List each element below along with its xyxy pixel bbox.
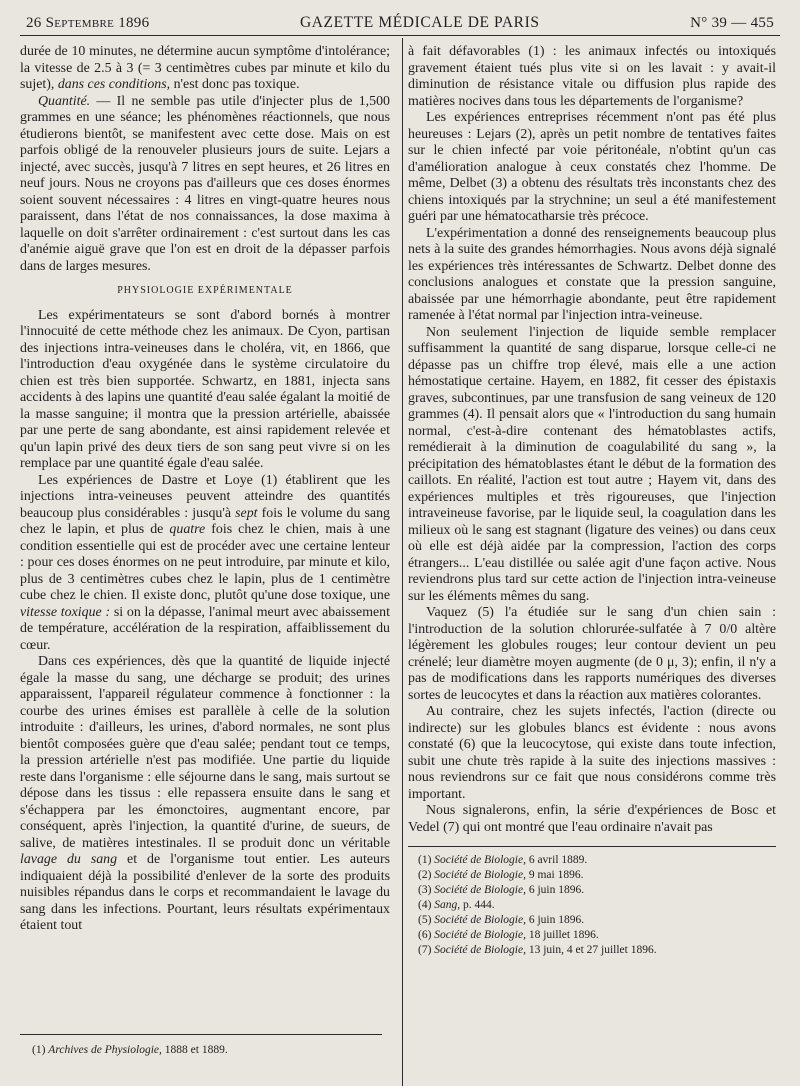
paragraph: Vaquez (5) l'a étudiée sur le sang d'un chien sain : l'introduction de la solution chlorurée-sulfatée à 7 0/0 altère légèrement les globules rouges; leur contour devient un peu crénelé; leur diamètre moyen augmente (de 0 μ, 3); enfin, il n'y a pas de modifications dans les rapports numériques des diverses sortes de leucocytes et dans la réaction aux matières colorantes. [408, 605, 776, 703]
left-column [20, 44, 398, 1044]
paragraph: Non seulement l'injection de liquide semble remplacer suffisamment la quantité de sang disparue, lorsque celle-ci ne dépasse pas un chiffre trop élevé, mais elle a une action hémostatique certaine. Hayem, en 1882, fit cesser des épistaxis graves, subcontinues, par une transfusion de sang veineux de 120 grammes (4). Il pensait alors que « l'introduction du sang humain normal, c'est-à-dire contenant des hématoblastes actifs, remédierait à la diminution de coagulabilité du sang », la précipitation des hématoblastes étant le début de la formation des caillots. En réalité, l'action est tout autre ; Hayem vit, dans des expériences multiples et très rigoureuses, que l'injection intraveineuse favorise, par le liquide seul, la coagulation dans les milieux où le sang est stagnant (ligature des veines) ou dans ceux où elle est déjà aidée par la compression, l'action des corps étrangers... L'eau distillée ou salée agit d'une façon active. Nous reviendrons plus tard sur cette action de l'injection intra-veineuse sur les éléments mêmes du sang. [408, 324, 776, 604]
paragraph: à fait défavorables (1) : les animaux infectés ou intoxiqués gravement étaient tués plus vite si on les lavait : y avait-il diminution de résistance vitale ou diffusion plus rapide des matières nocives dans tous les départements de l'organisme? [408, 44, 776, 109]
paragraph: Au contraire, chez les sujets infectés, l'action (directe ou indirecte) sur les globules blancs est évidente : nous avons constaté (6) que la leucocytose, qui existe dans toute infection, subit une chute très rapide à la suite des injections massives : nous reviendrons sur ce fait que nous considérons comme très important. [408, 704, 776, 802]
issue-page-number: N° 39 — 455 [690, 15, 774, 31]
footnote: (7) Société de Biologie, 13 juin, 4 et 27 juillet 1896. [418, 944, 657, 956]
footnote: (5) Société de Biologie, 6 juin 1896. [418, 914, 585, 926]
issue-date: 26 Septembre 1896 [26, 15, 150, 31]
paragraph: Les expériences entreprises récemment n'ont pas été plus heureuses : Lejars (2), après un petit nombre de tentatives faites sur le chien infecté par voie péritonéale, n'obtint qu'un cas d'amélioration analogue à ceux constatés chez l'homme. De même, Delbet (3) a obtenu des résultats très inconstants chez des chiens intoxiqués par la strychnine; un seul a été manifestement guéri par une hématocatharsie très précoce. [408, 110, 776, 224]
footnote: (6) Société de Biologie, 18 juillet 1896. [418, 929, 599, 941]
footnote: (4) Sang, p. 444. [418, 899, 495, 911]
paragraph: L'expérimentation a donné des renseignements beaucoup plus nets à la suite des grandes hémorrhagies. Nous avons déjà signalé les expériences très intéressantes de Schwartz. Delbet donne des conclusions analogues et constate que la pression sanguine, abaissée par une hémorrhagie abondante, peut être rapidement ramenée à l'état normal par l'injection intra-veineuse. [408, 225, 776, 323]
left-footnote: (1) Archives de Physiologie, 1888 et 1889. [20, 1034, 382, 1057]
paragraph: Les expérimentateurs se sont d'abord bornés à montrer l'innocuité de cette méthode chez les animaux. De Cyon, partisan des injections intra-veineuses dans le choléra, vit, en 1866, que l'introduction d'eau oxygénée dans le système circulatoire du chien est très bien supportée. Schwartz, en 1881, injecta sans accidents à des lapins une quantité d'eau salée égalant la moitié de la masse sanguine; il montra que la pression artérielle, abaissée par une perte de sang abondante, est ainsi rapidement relevée et qu'un lapin privé des deux tiers de son sang peut vivre si on les remplace par une quantité égale d'eau salée. [20, 307, 390, 471]
footnote: (1) Société de Biologie, 6 avril 1889. [418, 854, 588, 866]
paragraph: Quantité. — Il ne semble pas utile d'injecter plus de 1,500 grammes en une séance; les phénomènes réactionnels, que nous étudierons bientôt, se manifestent avec cette dose. Mais on est parfois obligé de la renouveler plusieurs jours de suite. Lejars a injecté, avec succès, jusqu'à 7 litres en sept heures, et 26 litres en neuf jours. Nous ne croyons pas d'ailleurs que ces doses énormes soient souvent nécessaires : 4 litres en vingt-quatre heures nous paraissent, dans l'état de nos connaissances, la dose maxima à laquelle on doit s'arrêter ordinairement : c'est surtout dans les cas d'anémie aiguë grave que l'on est en droit de la dépasser parfois dans de larges mesures. [20, 93, 390, 274]
paragraph: Dans ces expériences, dès que la quantité de liquide injecté égale la masse du sang, une décharge se produit; des urines apparaissent, l'appareil régulateur commence à fonctionner : la courbe des urines émises est parallèle à celle de la solution introduite : d'ailleurs, les urines, d'abord normales, ne sont plus bientôt composées guère que d'eau salée; pendant tout ce temps, la pression artérielle n'est pas modifiée. Une partie du liquide reste dans l'organisme : elle séjourne dans le sang, mais surtout se dépose dans les tissus : elle repassera ensuite dans le sang et s'échappera par les émonctoires, augmentant encore, par conséquent, après l'injection, la quantité d'urine, de sueurs, de salive, de matières intestinales. Il se produit donc un véritable lavage du sang et de l'organisme tout entier. Les auteurs indiquaient déjà la possibilité d'enlever de la sorte des produits nuisibles répandus dans le corps et recommandaient le lavage du sang dans les infections. Pourtant, leurs résultats expérimentaux étaient tout [20, 654, 390, 933]
section-heading: PHYSIOLOGIE EXPÉRIMENTALE [117, 285, 293, 296]
page-header [20, 14, 780, 36]
paragraph: Nous signalerons, enfin, la série d'expériences de Bosc et Vedel (7) qui ont montré que l'eau ordinaire n'avait pas [408, 803, 776, 835]
column-divider [402, 38, 403, 1086]
right-footnotes [408, 846, 776, 958]
paragraph: durée de 10 minutes, ne détermine aucun symptôme d'intolérance; la vitesse de 2.5 à 3 (= 3 centimètres cubes par minute et kilo du sujet), dans ces conditions, n'est donc pas toxique. [20, 44, 390, 92]
right-column [398, 44, 776, 1044]
footnote: (3) Société de Biologie, 6 juin 1896. [418, 884, 585, 896]
text-columns [20, 44, 780, 1044]
journal-title: GAZETTE MÉDICALE DE PARIS [299, 14, 540, 31]
paragraph: Les expériences de Dastre et Loye (1) établirent que les injections intra-veineuses peuvent atteindre des quantités beaucoup plus considérables : jusqu'à sept fois le volume du sang chez le lapin, et plus de quatre fois chez le chien, mais à une condition essentielle qui est de procéder avec une certaine lenteur : pour ces doses énormes on ne peut introduire, par minute et kilo, plus de 3 centimètres cubes chez le lapin, plus de 1 centimètre cube chez le chien. Il existe donc, plutôt qu'une dose toxique, une vitesse toxique : si on la dépasse, l'animal meurt avec abaissement de température, accélération de la respiration, affaiblissement du cœur. [20, 472, 390, 653]
footnote: (2) Société de Biologie, 9 mai 1896. [418, 869, 584, 881]
